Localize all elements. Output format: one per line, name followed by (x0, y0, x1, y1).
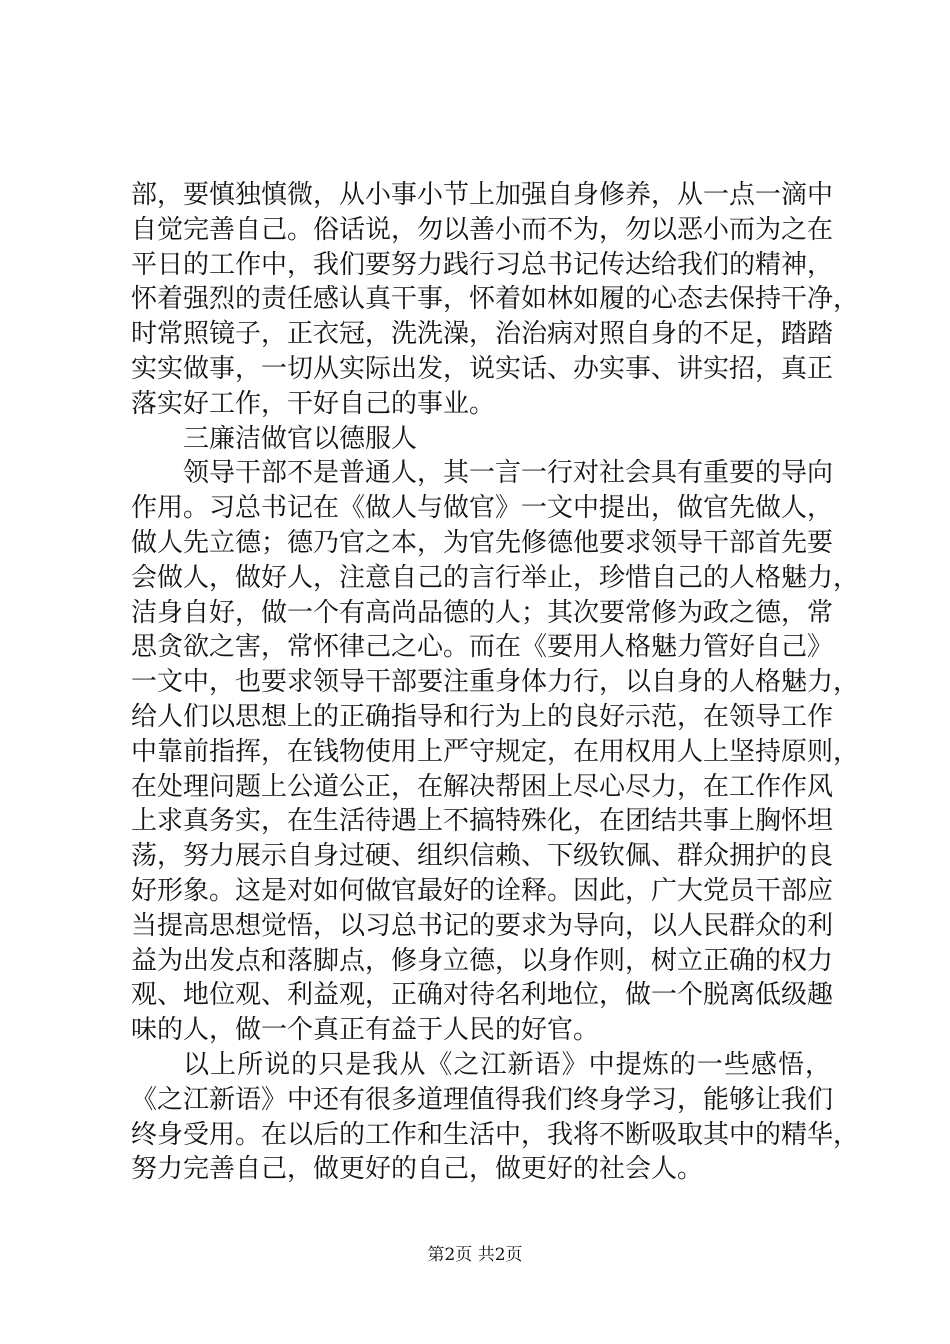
text-line: 中靠前指挥，在钱物使用上严守规定，在用权用人上坚持原则， (131, 736, 860, 767)
text-line: 观、地位观、利益观，正确对待名利地位，做一个脱离低级趣 (131, 980, 834, 1011)
text-line: 会做人，做好人，注意自己的言行举止，珍惜自己的人格魅力， (131, 562, 860, 593)
text-line: 一文中，也要求领导干部要注重身体力行，以自身的人格魅力， (131, 667, 860, 698)
text-line: 好形象。这是对如何做官最好的诠释。因此，广大党员干部应 (131, 875, 834, 906)
paragraph (131, 178, 860, 422)
page-footer: 第2页 共2页 (427, 1245, 523, 1265)
paragraph (131, 1048, 860, 1187)
section-heading (131, 422, 831, 457)
text-line: 部，要慎独慎微，从小事小节上加强自身修养，从一点一滴中 (131, 180, 834, 210)
text-line: 以上所说的只是我从《之江新语》中提炼的一些感悟， (183, 1049, 831, 1080)
text-line: 洁身自好，做一个有高尚品德的人；其次要常修为政之德，常 (131, 597, 834, 628)
text-line: 实实做事，一切从实际出发，说实话、办实事、讲实招，真正 (131, 353, 834, 384)
text-line: 三廉洁做官以德服人 (183, 423, 418, 454)
text-line: 思贪欲之害，常怀律己之心。而在《要用人格魅力管好自己》 (131, 632, 834, 663)
text-line: 怀着强烈的责任感认真干事，怀着如林如履的心态去保持干净， (131, 284, 860, 315)
document-body (131, 178, 860, 1187)
text-line: 《之江新语》中还有很多道理值得我们终身学习，能够让我们 (131, 1084, 834, 1115)
text-line: 荡，努力展示自身过硬、组织信赖、下级钦佩、群众拥护的良 (131, 841, 834, 872)
text-line: 当提高思想觉悟，以习总书记的要求为导向，以人民群众的利 (131, 910, 834, 941)
text-line: 做人先立德；德乃官之本，为官先修德他要求领导干部首先要 (131, 527, 834, 558)
text-line: 努力完善自己，做更好的自己，做更好的社会人。 (131, 1154, 704, 1185)
text-line: 平日的工作中，我们要努力践行习总书记传达给我们的精神， (131, 249, 834, 280)
text-line: 在处理问题上公道公正，在解决帮困上尽心尽力，在工作作风 (131, 771, 834, 802)
text-line: 益为出发点和落脚点，修身立德，以身作则，树立正确的权力 (131, 945, 834, 976)
text-line: 给人们以思想上的正确指导和行为上的良好示范，在领导工作 (131, 701, 834, 732)
text-line: 时常照镜子，正衣冠，洗洗澡，治治病对照自身的不足，踏踏 (131, 319, 834, 350)
text-line: 领导干部不是普通人，其一言一行对社会具有重要的导向 (183, 458, 834, 489)
text-line: 上求真务实，在生活待遇上不搞特殊化，在团结共事上胸怀坦 (131, 806, 834, 837)
text-line: 落实好工作，干好自己的事业。 (131, 388, 496, 419)
paragraph (131, 456, 860, 1048)
text-line: 味的人，做一个真正有益于人民的好官。 (131, 1015, 600, 1046)
text-line: 终身受用。在以后的工作和生活中，我将不断吸取其中的精华， (131, 1119, 860, 1150)
text-line: 作用。习总书记在《做人与做官》一文中提出，做官先做人， (131, 493, 834, 524)
text-line: 自觉完善自己。俗话说，勿以善小而不为，勿以恶小而为之在 (131, 214, 834, 245)
